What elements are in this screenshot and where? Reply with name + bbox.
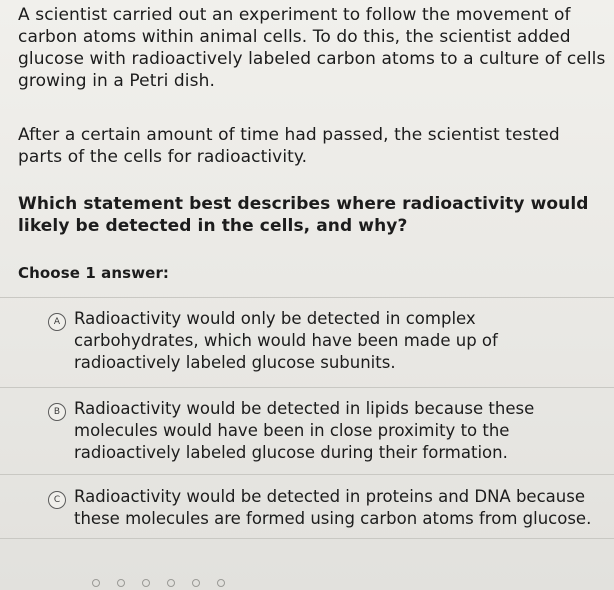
progress-dot xyxy=(142,579,150,587)
divider xyxy=(0,297,614,298)
option-radio-c[interactable]: C xyxy=(48,491,66,509)
choose-answer-label: Choose 1 answer: xyxy=(18,264,170,282)
divider xyxy=(0,387,614,388)
progress-dot xyxy=(117,579,125,587)
question-followup: After a certain amount of time had passed, the scientist tested parts of the cells for radioactivity. xyxy=(18,125,560,167)
divider xyxy=(0,538,614,539)
progress-dot xyxy=(217,579,225,587)
option-radio-a[interactable]: A xyxy=(48,313,66,331)
option-text-a[interactable]: Radioactivity would only be detected in complex carbohydrates, which would have been made up of radioactively labeled glucose subunits. xyxy=(74,309,498,372)
progress-dot xyxy=(167,579,175,587)
question-prompt: Which statement best describes where radioactivity would likely be detected in the cells, and why? xyxy=(18,194,589,236)
option-text-b[interactable]: Radioactivity would be detected in lipids because these molecules would have been in close proximity to the radioactively labeled glucose during their formation. xyxy=(74,399,535,462)
option-radio-b[interactable]: B xyxy=(48,403,66,421)
progress-dots xyxy=(92,572,237,590)
progress-dot xyxy=(92,579,100,587)
divider xyxy=(0,474,614,475)
progress-dot xyxy=(192,579,200,587)
option-text-c[interactable]: Radioactivity would be detected in proteins and DNA because these molecules are formed using carbon atoms from glucose. xyxy=(74,487,592,528)
question-intro: A scientist carried out an experiment to follow the movement of carbon atoms within animal cells. To do this, the scientist added glucose with radioactively labeled carbon atoms to a culture of cells growing in a Petri dish. xyxy=(18,5,606,91)
